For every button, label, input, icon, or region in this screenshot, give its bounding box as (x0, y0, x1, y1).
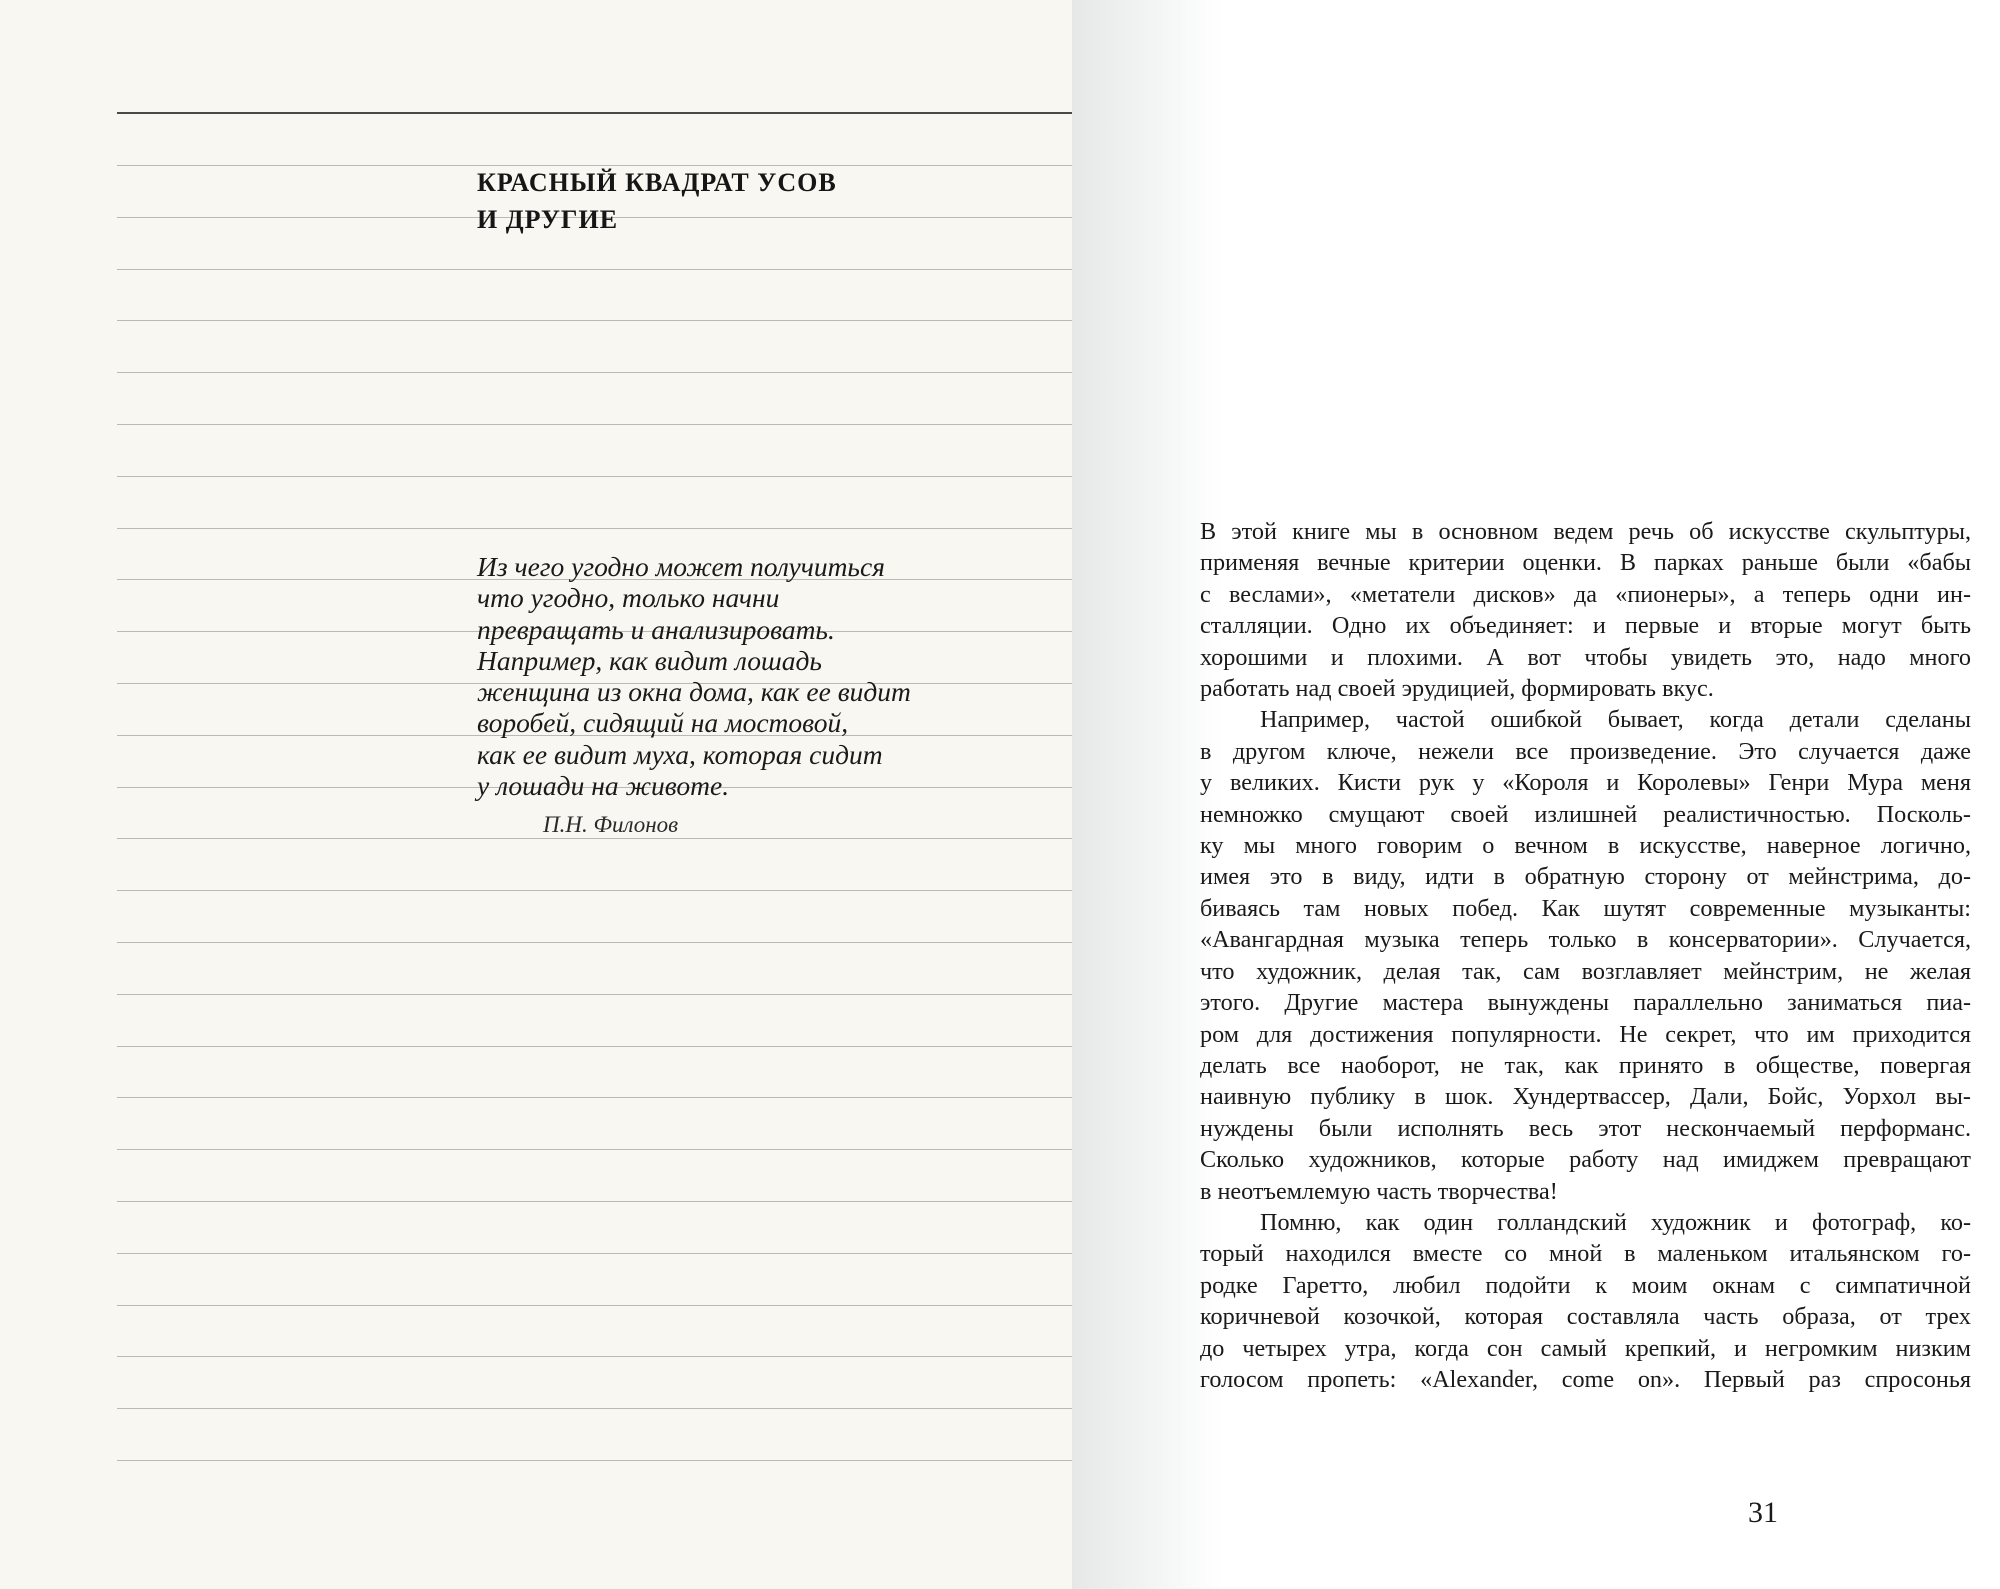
ruled-line (117, 1149, 1072, 1150)
ruled-line (117, 1356, 1072, 1357)
body-text-line: делать все наоборот, не так, как принято в обществе, повергая (1200, 1051, 1971, 1079)
epigraph-line: превращать и анализировать. (477, 613, 835, 645)
body-text-line: Помню, как один голландский художник и фотограф, ко- (1260, 1208, 1971, 1236)
epigraph-line: женщина из окна дома, как ее видит (477, 676, 911, 708)
body-text (1200, 516, 1971, 1395)
epigraph-line: воробей, сидящий на мостовой, (477, 707, 849, 739)
epigraph-line: Из чего угодно может получиться (477, 551, 885, 582)
body-text-line: до четырех утра, когда сон самый крепкий, и негромким низким (1200, 1334, 1971, 1362)
body-text-line: торый находился вместе со мной в маленьком итальянском го- (1200, 1240, 1971, 1268)
ruled-line (117, 269, 1072, 270)
ruled-line (117, 890, 1072, 891)
ruled-line (117, 424, 1072, 425)
ruled-line (117, 1253, 1072, 1254)
page-number: 31 (1748, 1496, 1778, 1529)
ruled-line (117, 1201, 1072, 1202)
body-text-line: Сколько художников, которые работу над имиджем превращают (1200, 1146, 1971, 1174)
chapter-title-line: КРАСНЫЙ КВАДРАТ УСОВ (477, 168, 837, 197)
ruled-line (117, 1046, 1072, 1047)
body-text-line: в неотъемлемую часть творчества! (1200, 1177, 1558, 1205)
body-text-line: этого. Другие мастера вынуждены параллельно заниматься пиа- (1200, 989, 1971, 1017)
body-text-line: нуждены были исполнять весь этот нескончаемый перформанс. (1200, 1114, 1971, 1142)
body-text-line: что художник, делая так, сам возглавляет мейнстрим, не желая (1200, 957, 1971, 985)
body-text-line: биваясь там новых побед. Как шутят современные музыканты: (1200, 894, 1971, 922)
epigraph-line: что угодно, только начни (477, 582, 780, 614)
body-text-line: ку мы много говорим о вечном в искусстве, наверное логично, (1200, 832, 1971, 860)
ruled-line (117, 320, 1072, 321)
body-text-line: хорошими и плохими. А вот чтобы увидеть это, надо много (1200, 643, 1971, 671)
body-text-line: наивную публику в шок. Хундертвассер, Дали, Бойс, Уорхол вы- (1200, 1083, 1971, 1111)
body-text-line: сталляции. Одно их объединяет: и первые и вторые могут быть (1200, 612, 1971, 640)
ruled-line (117, 942, 1072, 943)
ruled-line (117, 1408, 1072, 1409)
ruled-line (117, 994, 1072, 995)
body-text-line: «Авангардная музыка теперь только в консерватории». Случается, (1200, 926, 1971, 954)
epigraph-line: у лошади на животе. (477, 770, 730, 802)
epigraph (477, 551, 911, 801)
ruled-line (117, 476, 1072, 477)
chapter-title (477, 164, 837, 238)
body-text-line: голосом пропеть: «Alexander, come on». Первый раз спросонья (1200, 1365, 1971, 1393)
body-text-line: коричневой козочкой, которая составляла часть образа, от трех (1200, 1303, 1971, 1331)
body-text-line: в другом ключе, нежели все произведение. Это случается даже (1200, 737, 1971, 765)
epigraph-line: как ее видит муха, которая сидит (477, 738, 883, 770)
chapter-title-line: И ДРУГИЕ (477, 205, 619, 234)
top-rule (117, 112, 1072, 114)
epigraph-line: Например, как видит лошадь (477, 644, 822, 676)
ruled-line (117, 1097, 1072, 1098)
ruled-line (117, 372, 1072, 373)
ruled-line (117, 528, 1072, 529)
body-text-line: с веслами», «метатели дисков» да «пионеры», а теперь одни ин- (1200, 580, 1971, 608)
ruled-line (117, 1460, 1072, 1461)
body-text-line: Например, частой ошибкой бывает, когда детали сделаны (1260, 706, 1971, 734)
body-text-line: ром для достижения популярности. Не секрет, что им приходится (1200, 1020, 1971, 1048)
body-text-line: немножко смущают своей излишней реалистичностью. Посколь- (1200, 800, 1971, 828)
body-text-line: имея это в виду, идти в обратную сторону от мейнстрима, до- (1200, 863, 1971, 891)
body-text-line: родке Гаретто, любил подойти к моим окнам с симпатичной (1200, 1271, 1971, 1299)
body-text-line: работать над своей эрудицией, формировать вкус. (1200, 675, 1714, 703)
body-text-line: В этой книге мы в основном ведем речь об искусстве скульптуры, (1200, 518, 1971, 545)
body-text-line: применяя вечные критерии оценки. В парках раньше были «бабы (1200, 549, 1971, 577)
ruled-line (117, 1305, 1072, 1306)
body-text-line: у великих. Кисти рук у «Короля и Королевы» Генри Мура меня (1200, 769, 1971, 797)
epigraph-author: П.Н. Филонов (543, 812, 679, 837)
